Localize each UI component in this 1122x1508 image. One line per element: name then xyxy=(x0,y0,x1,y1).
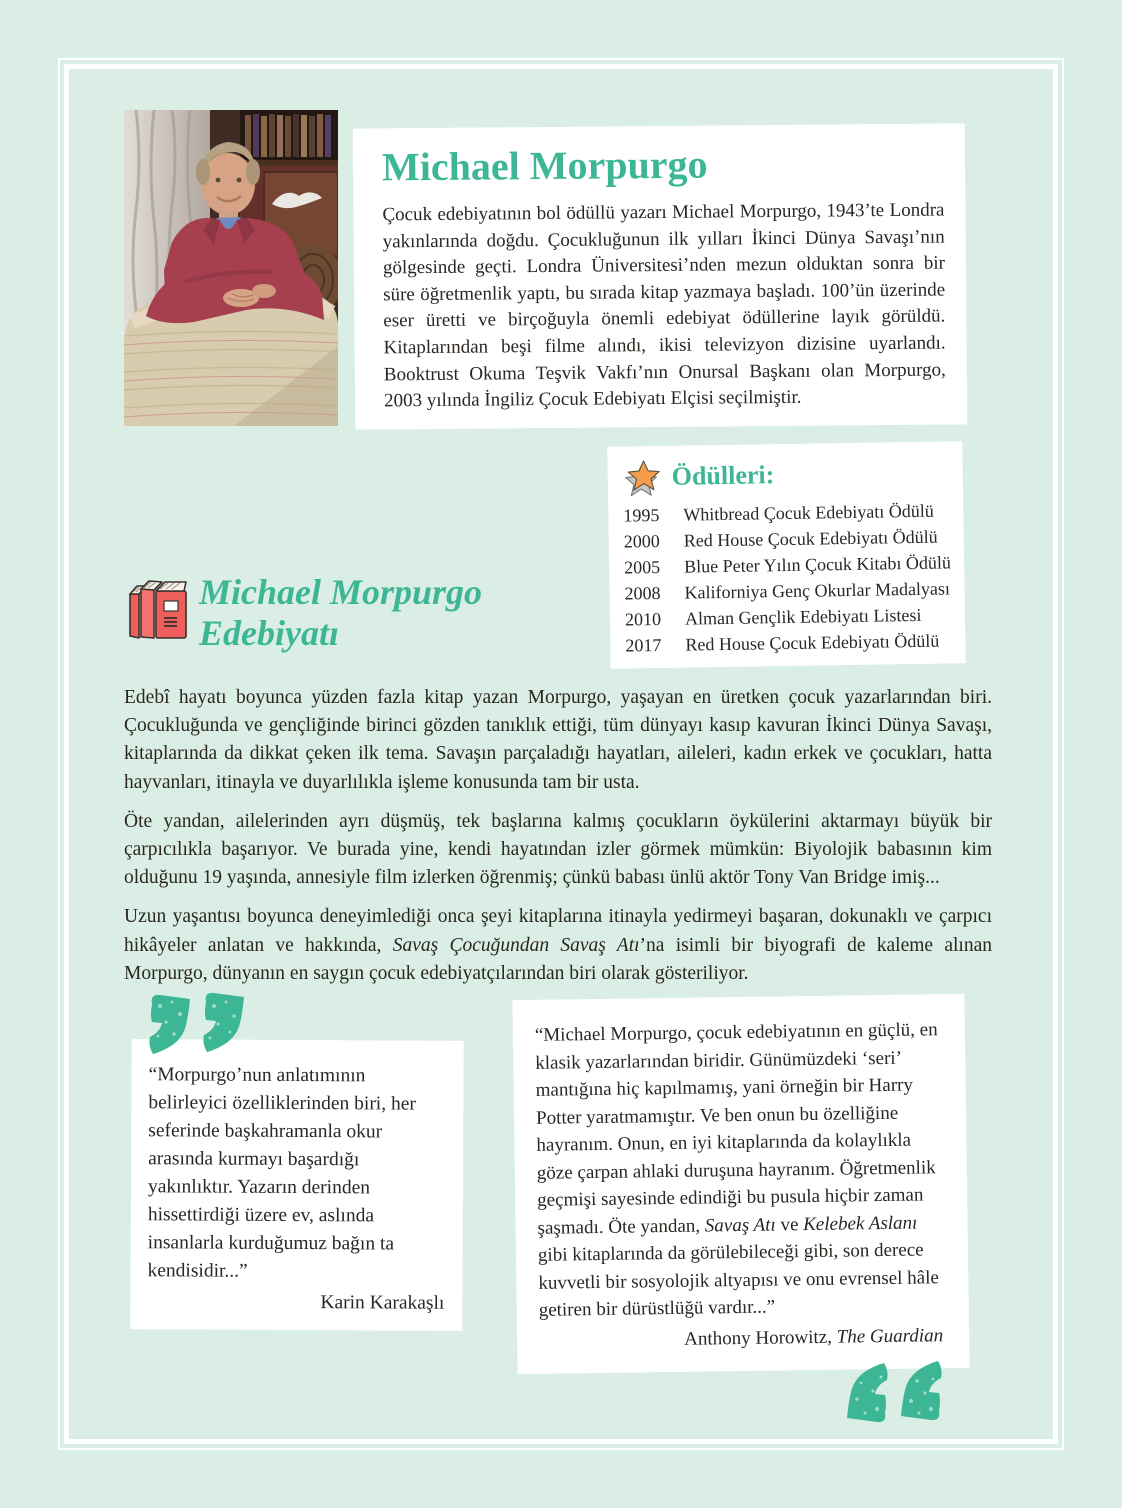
paragraph: Uzun yaşantısı boyunca deneyimlediği onca şeyi kitaplarına itinayla yedirmeyi başaran, dokunaklı ve çarpıcı hikâyeler anlatan ve hakkında, Savaş Çocuğundan Savaş Atı’na isimli bir biyografi de kaleme alınan Morpurgo, dünyanın en saygın çocuk edebiyatçılarından biri olarak gösteriliyor. xyxy=(124,906,992,984)
author-photo xyxy=(124,110,338,426)
quote-text: “Morpurgo’nun anlatımının belirleyici özelliklerinden biri, her seferinde başkahramanla okur arasında kurmayı başardığı yakınlıktır. Yazarın derinden hissettirdiği üzere ev, aslında insanlarla kurduğumuz bağın ta kendisidir...” xyxy=(147,1064,416,1282)
award-label: Red House Çocuk Edebiyatı Ödülü xyxy=(685,630,940,655)
literature-heading xyxy=(127,572,482,654)
literature-paragraphs xyxy=(124,684,992,999)
award-label: Alman Gençlik Edebiyatı Listesi xyxy=(684,604,922,629)
awards-header xyxy=(624,453,957,496)
heading-line1: Michael Morpurgo xyxy=(199,572,483,612)
award-year: 2010 xyxy=(624,608,662,630)
award-label: Whitbread Çocuk Edebiyatı Ödülü xyxy=(683,500,934,525)
quote-attribution: Karin Karakaşlı xyxy=(320,1292,445,1314)
award-year: 2017 xyxy=(625,634,662,656)
paragraph: Edebî hayatı boyunca yüzden fazla kitap yazan Morpurgo, yaşayan en üretken çocuk yazarlarından biri. Çocukluğunda ve gençliğinde birinci gözden tanıklık ettiği, tüm dünyayı kasıp kavuran İkinci Dünya Savaşı, kitaplarında da dikkat çeken ilk tema. Savaşın parçaladığı hayatları, aileleri, kadın erkek ve çocukları, hatta hayvanları, itinayla ve duyarlılıkla işleme konusunda tam bir usta. xyxy=(124,687,992,793)
quote-text: “Michael Morpurgo, çocuk edebiyatının en güçlü, en klasik yazarlarından biridir. Günümüzdeki ‘seri’ mantığına hiç kapılmamış, yani örneğin bir Harry Potter yaratmamıştır. Ve ben onun bu özelliğine hayranım. Onun, en iyi kitaplarında da kolaylıkla göze çarpan ahlaki duruşuna hayranım. Öğretmenlik geçmişi sayesinde edindiği bu pusula hiçbir zaman şaşmadı. Öte yandan, Savaş Atı ve Kelebek Aslanı gibi kitaplarında da görülebileceği gibi, son derece kuvvetli bir sosyolojik altyapısı ve onu evrensel hâle getiren bir dürüstlüğü vardır...” xyxy=(534,1019,939,1321)
award-row xyxy=(625,627,959,658)
award-label: Kaliforniya Genç Okurlar Madalyası xyxy=(684,578,951,603)
paragraph: Öte yandan, ailelerinden ayrı düşmüş, tek başlarına kalmış çocukların öykülerini aktarmayı büyük bir çarpıcılıkla başarıyor. Ve burada yine, kendi hayatından izler görmek mümkün: Biyolojik babasının kim olduğunu 19 yaşında, annesiyle film izlerken öğrenmiş; çünkü babası ünlü aktör Tony Van Bridge imiş... xyxy=(124,810,992,889)
awards-card xyxy=(607,441,965,669)
awards-heading: Ödülleri: xyxy=(671,460,775,491)
award-year: 2008 xyxy=(624,582,661,604)
page-title: Michael Morpurgo xyxy=(381,141,708,190)
quote-attribution: Anthony Horowitz, The Guardian xyxy=(684,1324,944,1350)
award-year: 1995 xyxy=(623,504,660,526)
author-bio: Çocuk edebiyatının bol ödüllü yazarı Michael Morpurgo, 1943’te Londra yakınlarında doğdu. Çocukluğunun ilk yılları İkinci Dünya Savaşı’nın gölgesinde geçti. Londra Üniversitesi’nden mezun olduktan sonra bir süre öğretmenlik yaptı, bu sırada kitap yazmaya başladı. 100’ün üzerinde eser üretti ve birçoğuyla önemli edebiyat ödüllerine layık görüldü. Kitaplarından beşi filme alındı, ikisi televizyon dizisine uyarlandı. Booktrust Okuma Teşvik Vakfı’nın Onursal Başkanı olan Morpurgo, 2003 yılında İngiliz Çocuk Edebiyatı Elçisi seçilmiştir. xyxy=(382,199,946,412)
open-quote-icon xyxy=(144,992,252,1060)
bio-card xyxy=(353,123,968,429)
award-year: 2000 xyxy=(623,530,660,552)
literature-heading-text xyxy=(199,572,482,654)
award-label: Blue Peter Yılın Çocuk Kitabı Ödülü xyxy=(684,552,952,577)
quote-card-left xyxy=(130,1039,464,1331)
award-year: 2005 xyxy=(624,556,661,578)
award-label: Red House Çocuk Edebiyatı Ödülü xyxy=(683,526,938,551)
books-icon xyxy=(127,576,189,642)
star-icon xyxy=(624,458,663,497)
quote-card-right xyxy=(512,994,969,1374)
close-quote-icon xyxy=(839,1355,947,1423)
heading-line2: Edebiyatı xyxy=(199,613,339,653)
